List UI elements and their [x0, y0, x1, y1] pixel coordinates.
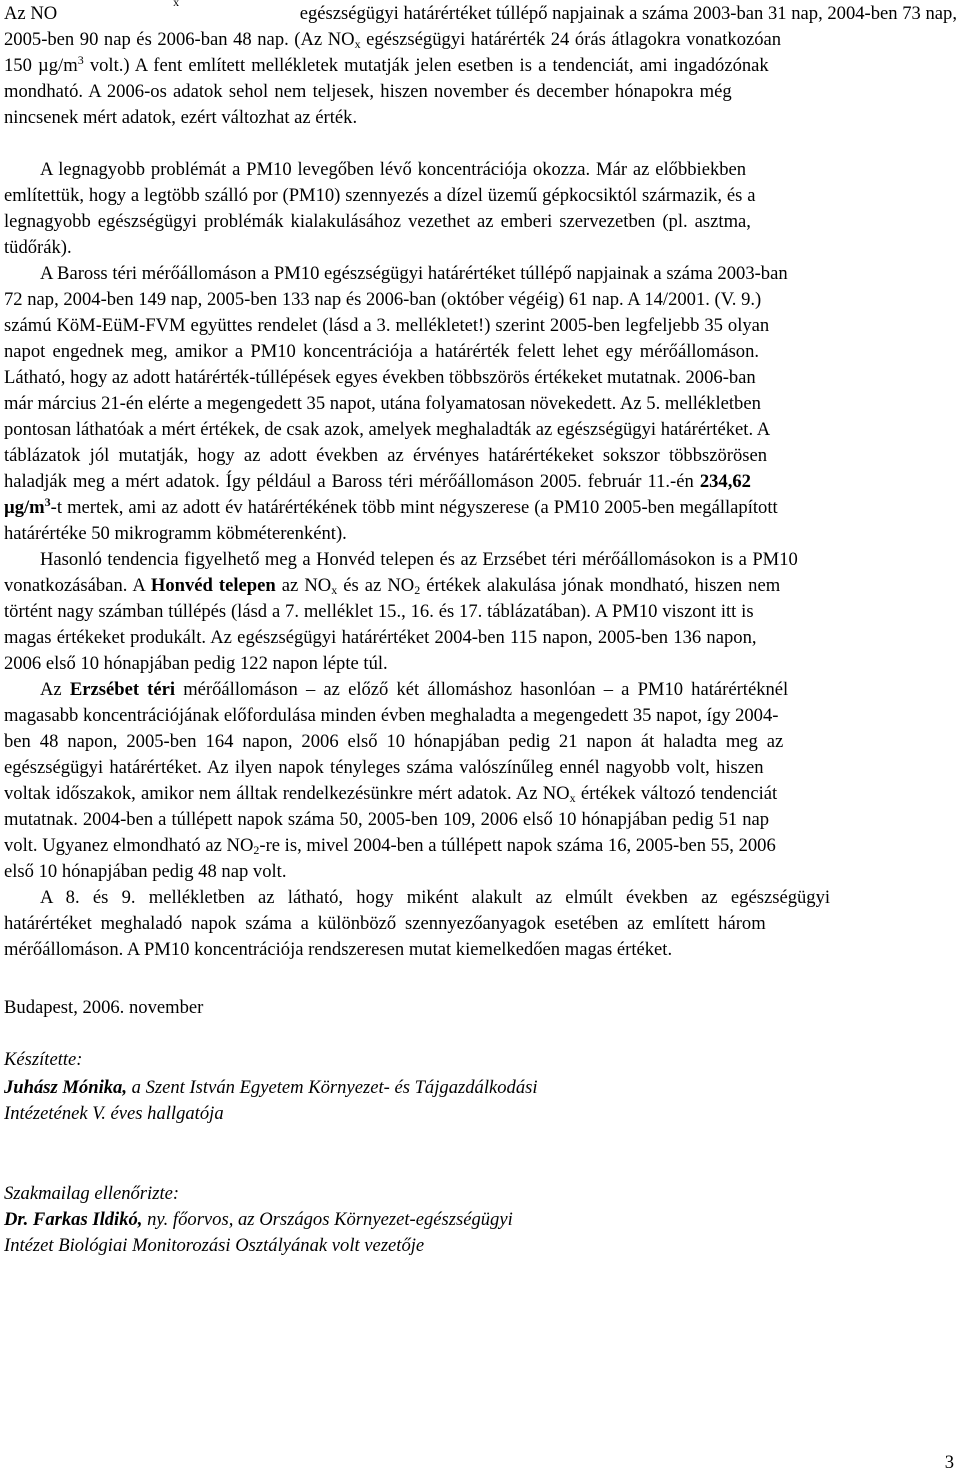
checker-line: Dr. Farkas Ildikó, ny. főorvos, az Országos Környezet-egészségügyi — [4, 1209, 513, 1230]
page-number: 3 — [944, 1452, 954, 1473]
text-line: magasabb koncentrációjának előfordulása minden évben meghaladta a megengedett 35 napot, így 2004- — [4, 705, 779, 726]
author-affiliation: Intézetének V. éves hallgatója — [4, 1103, 224, 1124]
text-line: 2005-ben 90 nap és 2006-ban 48 nap. (Az $NO_x$ egészségügyi határérték 24 órás átlagokra vonatkozóan — [4, 29, 782, 51]
text-line: Az Erzsébet téri mérőállomáson – az előző két állomáshoz hasonlóan – a PM10 határértéknél — [40, 679, 789, 700]
text-line: mutatnak. 2004-ben a túllépett napok száma 50, 2005-ben 109, 2006 első 10 hónapjában pedig 51 nap — [4, 809, 770, 830]
text-line: napot engednek meg, amikor a PM10 koncentrációja a határérték felett lehet egy mérőállomáson. — [4, 341, 760, 362]
text-line: határértéke 50 mikrogramm köbméterenként). — [4, 523, 347, 544]
text-line: $\mu g/m^3-t$ mertek, ami az adott év határértékének több mint négyszerese (a PM10 2005-ben megállapított — [4, 495, 778, 518]
checker-affiliation: Intézet Biológiai Monitorozási Osztályának volt vezetője — [4, 1235, 425, 1256]
text-line: számú KöM-EüM-FVM együttes rendelet (lásd a 3. mellékletet!) szerint 2005-ben legfeljebb 35 olyan — [4, 315, 770, 336]
text-line: vonatkozásában. A Honvéd telepen az $NO_x$ és az $NO_2$ értékek alakulása jónak mondható, hiszen nem — [4, 575, 781, 597]
text-line: magas értékeket produkált. Az egészségügyi határértéket 2004-ben 115 napon, 2005-ben 136 napon, — [4, 627, 757, 648]
text-line: legnagyobb egészségügyi problémák kialakulásához vezethet az emberi szervezetben (pl. asztma, — [4, 211, 751, 232]
text-line: haladják meg a mért adatok. Így például a Baross téri mérőállomáson 2005. február 11.-én 234,62 — [4, 471, 751, 492]
text-line: történt nagy számban túllépés (lásd a 7. melléklet 15., 16. és 17. táblázatában). A PM10 viszont itt is — [4, 601, 754, 622]
text-line: volt. Ugyanez elmondható az $NO_2-re$ is, mivel 2004-ben a túllépett napok száma 16, 2005-ben 55, 2006 — [4, 835, 776, 857]
text-line: említettük, hogy a legtöbb szálló por (PM10) szennyezés a dízel üzemű gépkocsiktól származik, és a — [4, 185, 756, 206]
text-line: voltak időszakok, amikor nem álltak rendelkezésünkre mért adatok. Az $NO_x$ értékek változó tendenciát — [4, 783, 778, 805]
text-line: már március 21-én elérte a megengedett 35 napot, utána folyamatosan növekedett. Az 5. mellékletben — [4, 393, 761, 414]
text-line: Az NO x egészségügyi határértéket túllépő napjainak a száma 2003-ban 31 nap, 2004-ben 73 nap, — [4, 0, 957, 24]
text-line: 72 nap, 2004-ben 149 nap, 2005-ben 133 nap és 2006-ban (október végéig) 61 nap. A 14/2001. (V. 9.) — [4, 289, 762, 310]
text-line: táblázatok jól mutatják, hogy az adott években az érvényes határértékeket sokszor többszörösen — [4, 445, 768, 466]
text-line: A 8. és 9. mellékletben az látható, hogy miként alakult az elmúlt években az egészségügyi — [40, 887, 831, 908]
place-date: Budapest, 2006. november — [4, 997, 204, 1018]
checked-label: Szakmailag ellenőrizte: — [4, 1183, 180, 1204]
text-line: Látható, hogy az adott határérték-túllépések egyes években többszörös értékeket mutatnak. 2006-ban — [4, 367, 756, 388]
text-line: ben 48 napon, 2005-ben 164 napon, 2006 első 10 hónapjában pedig 21 napon át haladta meg az — [4, 731, 784, 752]
text-line: Hasonló tendencia figyelhető meg a Honvéd telepen és az Erzsébet téri mérőállomásokon is a PM10 — [40, 549, 798, 570]
text-line: mondható. A 2006-os adatok sehol nem teljesek, hiszen november és december hónapokra még — [4, 81, 732, 102]
text-line: mérőállomáson. A PM10 koncentrációja rendszeresen mutat kiemelkedően magas értéket. — [4, 939, 673, 960]
text-line: 2006 első 10 hónapjában pedig 122 napon lépte túl. — [4, 653, 388, 674]
text-line: nincsenek mért adatok, ezért változhat az érték. — [4, 107, 358, 128]
text-line: pontosan láthatóak a mért értékek, de csak azok, amelyek meghaladták az egészségügyi határértéket. A — [4, 419, 771, 440]
text-line: tüdőrák). — [4, 237, 72, 258]
text-line: egészségügyi határértéket. Az ilyen napok tényleges száma valószínűleg ennél nagyobb volt, hiszen — [4, 757, 764, 778]
text-line: első 10 hónapjában pedig 48 nap volt. — [4, 861, 287, 882]
text-line: A legnagyobb problémát a PM10 levegőben lévő koncentrációja okozza. Már az előbbiekben — [40, 159, 747, 180]
text-line: határértéket meghaladó napok száma a különböző szennyezőanyagok esetében az említett három — [4, 913, 766, 934]
prepared-label: Készítette: — [4, 1049, 83, 1070]
text-line: A Baross téri mérőállomáson a PM10 egészségügyi határértéket túllépő napjainak a száma 2003-ban — [40, 263, 788, 284]
text-line: 150 $\mu g/m^3$ volt.) A fent említett mellékletek mutatják jelen esetben is a tendenciát, ami ingadózónak — [4, 53, 769, 76]
author-line: Juhász Mónika, a Szent István Egyetem Környezet- és Tájgazdálkodási — [4, 1077, 538, 1098]
